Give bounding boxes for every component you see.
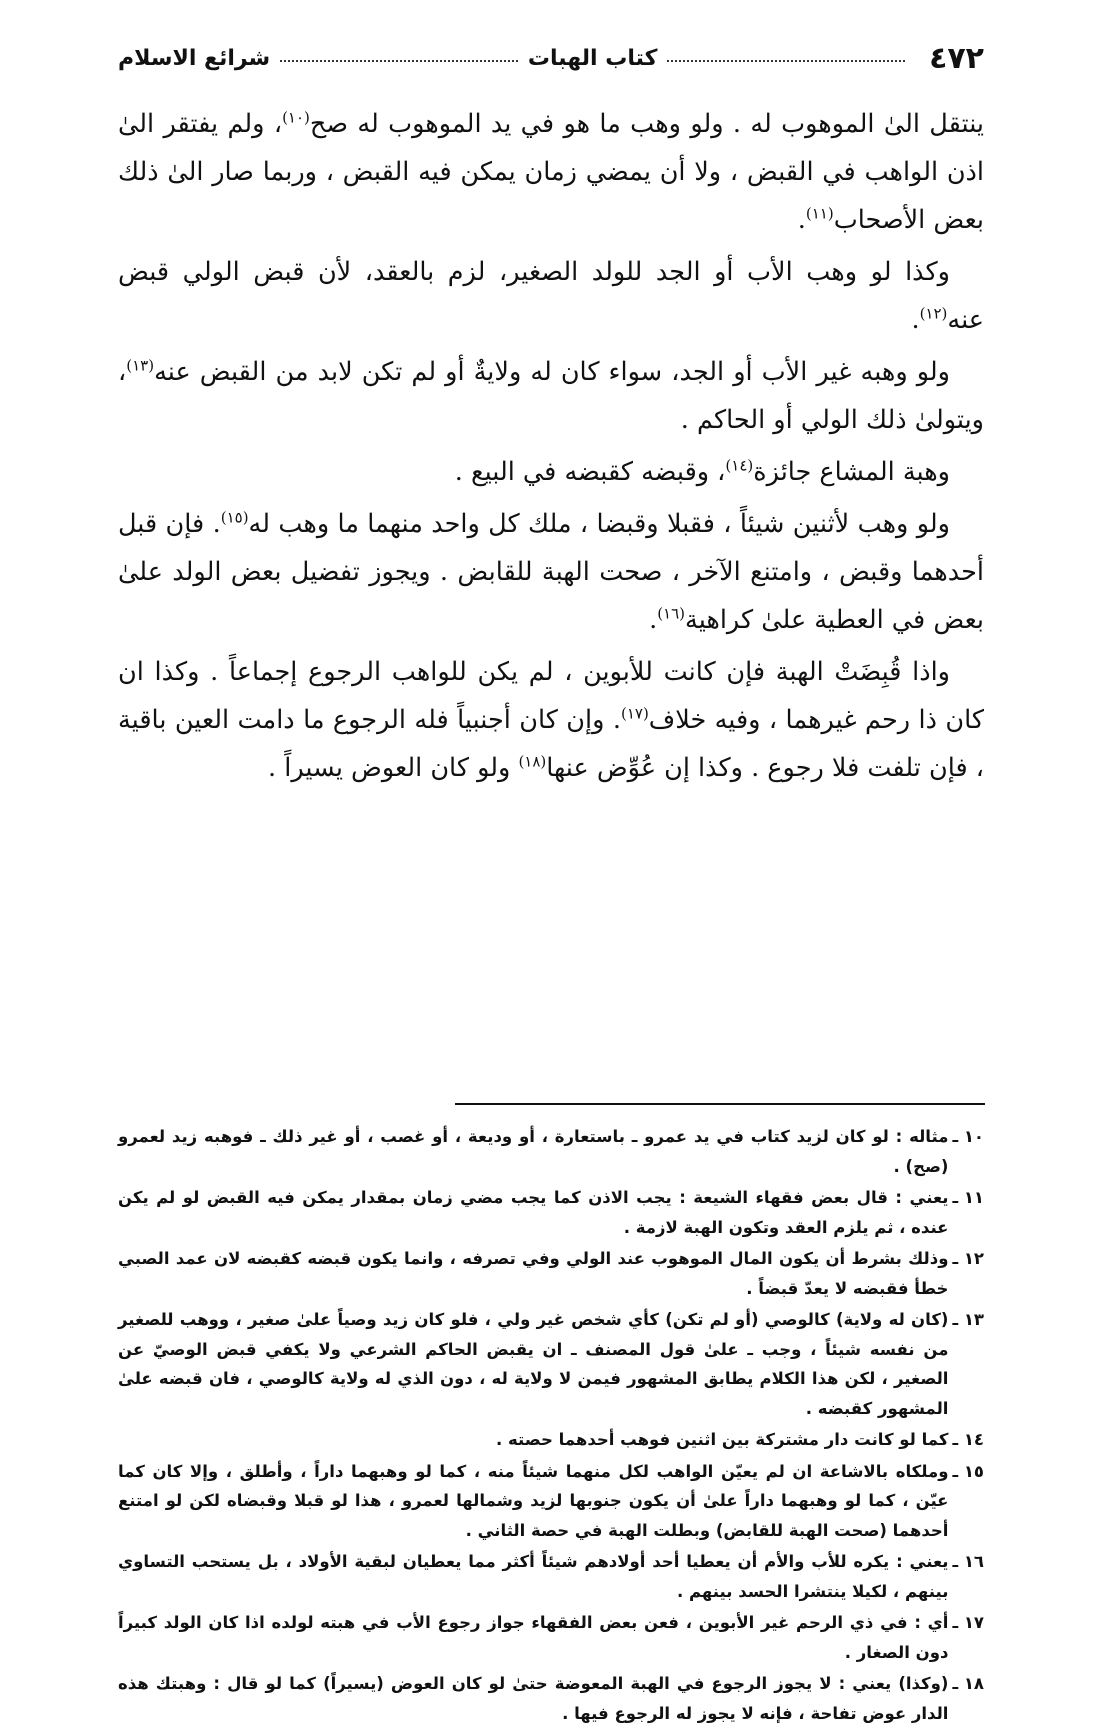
paragraph-text: وهبة المشاع جائزة bbox=[753, 457, 950, 487]
footnote-ref: (١٠) bbox=[282, 108, 310, 127]
footnote-ref: (١١) bbox=[805, 204, 834, 223]
footnote-number: ١٥ ـ bbox=[952, 1461, 984, 1481]
footnote-ref: (١٣) bbox=[126, 356, 155, 375]
footnote bbox=[118, 1122, 984, 1181]
paragraph-text: وكذا لو وهب الأب أو الجد للولد الصغير، لزم بالعقد، لأن قبض الولي قبض عنه bbox=[118, 257, 984, 335]
chapter-title: كتاب الهبات bbox=[527, 45, 658, 71]
footnote-number: ١٢ ـ bbox=[952, 1249, 984, 1268]
footnote-number: ١١ ـ bbox=[952, 1188, 984, 1207]
footnote bbox=[118, 1608, 984, 1667]
paragraph bbox=[118, 248, 984, 344]
footnote-separator bbox=[455, 1103, 985, 1105]
paragraph-text: ينتقل الىٰ الموهوب له . ولو وهب ما هو في يد الموهوب له صح bbox=[309, 109, 984, 139]
footnote-text: يعني : قال بعض فقهاء الشيعة : يجب الاذن كما يجب مضي زمان بمقدار يمكن فيه القبض لو لم يكن عنده ، ثم يلزم العقد وتكون الهبة لازمة . bbox=[118, 1188, 949, 1237]
footnote bbox=[118, 1547, 984, 1606]
page-number: ٤٧٢ bbox=[929, 40, 984, 76]
running-header bbox=[118, 38, 984, 78]
book-title: شرائع الاسلام bbox=[118, 45, 271, 71]
footnote-number: ١٦ ـ bbox=[952, 1552, 984, 1571]
paragraph-text: ، ولم يفتقر الىٰ اذن الواهب في القبض ، ولا أن يمضي زمان يمكن فيه القبض ، وربما صار الىٰ ذلك بعض الأصحاب bbox=[118, 109, 984, 235]
footnote-text: (كان له ولاية) كالوصي (أو لم تكن) كأي شخص غير ولي ، فلو كان زيد وصياً علىٰ صغير ، ووهب للصغير من نفسه شيئاً ، وجب ـ علىٰ قول المصنف ـ ان يقبض الحاكم الشرعي ولا يكفي قبض الوصيّ عن الصغير ، لكن هذا الكلام يطابق المشهور فيمن لا ولاية له ، دون الذي له ولاية كالوصي ، فان قبضه علىٰ المشهور كقبضه . bbox=[118, 1310, 949, 1418]
paragraph-text: ولو وهب لأثنين شيئاً ، فقبلا وقبضا ، ملك كل واحد منهما ما وهب له bbox=[248, 509, 950, 539]
paragraph-text: واذا قُبِضَتْ الهبة فإن كانت للأبوين ، لم يكن للواهب الرجوع إجماعاً . وكذا ان كان ذا رحم غيرهما ، وفيه خلاف bbox=[118, 657, 984, 735]
footnote bbox=[118, 1183, 984, 1242]
footnote bbox=[118, 1305, 984, 1423]
footnote bbox=[118, 1669, 984, 1728]
footnote-ref: (١٤) bbox=[725, 456, 754, 475]
paragraph-text: ، وقبضه كقبضه في البيع . bbox=[454, 457, 726, 487]
paragraph-text: ولو وهبه غير الأب أو الجد، سواء كان له ولايةٌ أو لم تكن لابد من القبض عنه bbox=[154, 357, 950, 387]
paragraph-text: ولو كان العوض يسيراً . bbox=[268, 753, 519, 783]
paragraph bbox=[118, 648, 984, 792]
footnote-text: وملكاه بالاشاعة ان لم يعيّن الواهب لكل منهما شيئاً منه ، كما لو وهبهما داراً ، وأطلق ، وإلا كان كما عيّن ، كما لو وهبهما داراً علىٰ أن يكون جنوبها لزيد وشمالها لعمرو ، هذا لو قبلا وقبضاه لكن لو امتنع أحدهما (صحت الهبة للقابض) وبطلت الهبة في حصة الثاني . bbox=[118, 1461, 949, 1540]
paragraph bbox=[118, 500, 984, 644]
footnote-ref: (١٢) bbox=[919, 304, 948, 323]
footnote bbox=[118, 1425, 984, 1455]
paragraph-text: . bbox=[649, 605, 658, 635]
footnote-number: ١٨ ـ bbox=[952, 1674, 984, 1693]
footnote-ref: (١٧) bbox=[620, 704, 649, 723]
paragraph bbox=[118, 448, 984, 496]
footnote-text: أي : في ذي الرحم غير الأبوين ، فعن بعض الفقهاء جواز رجوع الأب في هبته لولده اذا كان الولد كبيراً دون الصغار . bbox=[118, 1613, 949, 1662]
header-leader-dots bbox=[280, 60, 518, 62]
footnote-ref: (١٦) bbox=[657, 604, 686, 623]
paragraph-text: . فإن قبل أحدهما وقبض ، وامتنع الآخر ، صحت الهبة للقابض . ويجوز تفضيل بعض الولد علىٰ بعض في العطية علىٰ كراهية bbox=[118, 509, 984, 635]
footnote-text: يعني : يكره للأب والأم أن يعطيا أحد أولادهم شيئاً أكثر مما يعطيان لبقية الأولاد ، بل يستحب التساوي بينهم ، لكيلا ينتشرا الحسد بينهم . bbox=[118, 1552, 949, 1601]
footnote-ref: (١٨) bbox=[518, 752, 547, 771]
footnote-ref: (١٥) bbox=[220, 508, 249, 527]
footnote-text: (وكذا) يعني : لا يجوز الرجوع في الهبة المعوضة حتىٰ لو كان العوض (يسيراً) كما لو قال : وهبتك هذه الدار عوض تفاحة ، فإنه لا يجوز له الرجوع فيها . bbox=[118, 1674, 949, 1723]
paragraph bbox=[118, 348, 984, 444]
footnote-number: ١٤ ـ bbox=[952, 1430, 984, 1449]
paragraph-text: ، ويتولىٰ ذلك الولي أو الحاكم . bbox=[118, 357, 984, 435]
paragraph-text: . وإن كان أجنبياً فله الرجوع ما دامت العين باقية ، فإن تلفت فلا رجوع . وكذا إن عُوِّض عنها bbox=[118, 705, 984, 783]
footnote-number: ١٧ ـ bbox=[952, 1613, 984, 1632]
footnote bbox=[118, 1457, 984, 1546]
footnote-text: مثاله : لو كان لزيد كتاب في يد عمرو ـ باستعارة ، أو وديعة ، أو غصب ، أو غير ذلك ـ فوهبه زيد لعمرو (صح) . bbox=[118, 1127, 949, 1176]
header-leader-dots bbox=[667, 60, 905, 62]
footnote-number: ١٠ ـ bbox=[952, 1127, 984, 1146]
footnote-text: وذلك بشرط أن يكون المال الموهوب عند الولي وفي تصرفه ، وانما يكون قبضه كقبضه لان عمد الصبي خطأ فقبضه لا يعدّ قبضاً . bbox=[118, 1249, 949, 1298]
paragraph bbox=[118, 100, 984, 244]
paragraph-text: . bbox=[797, 205, 806, 235]
footnote-text: كما لو كانت دار مشتركة بين اثنين فوهب أحدهما حصته . bbox=[495, 1430, 949, 1449]
main-text bbox=[118, 100, 984, 796]
footnote bbox=[118, 1244, 984, 1303]
paragraph-text: . bbox=[911, 305, 920, 335]
footnote-number: ١٣ ـ bbox=[952, 1310, 984, 1329]
footnotes bbox=[118, 1122, 984, 1730]
